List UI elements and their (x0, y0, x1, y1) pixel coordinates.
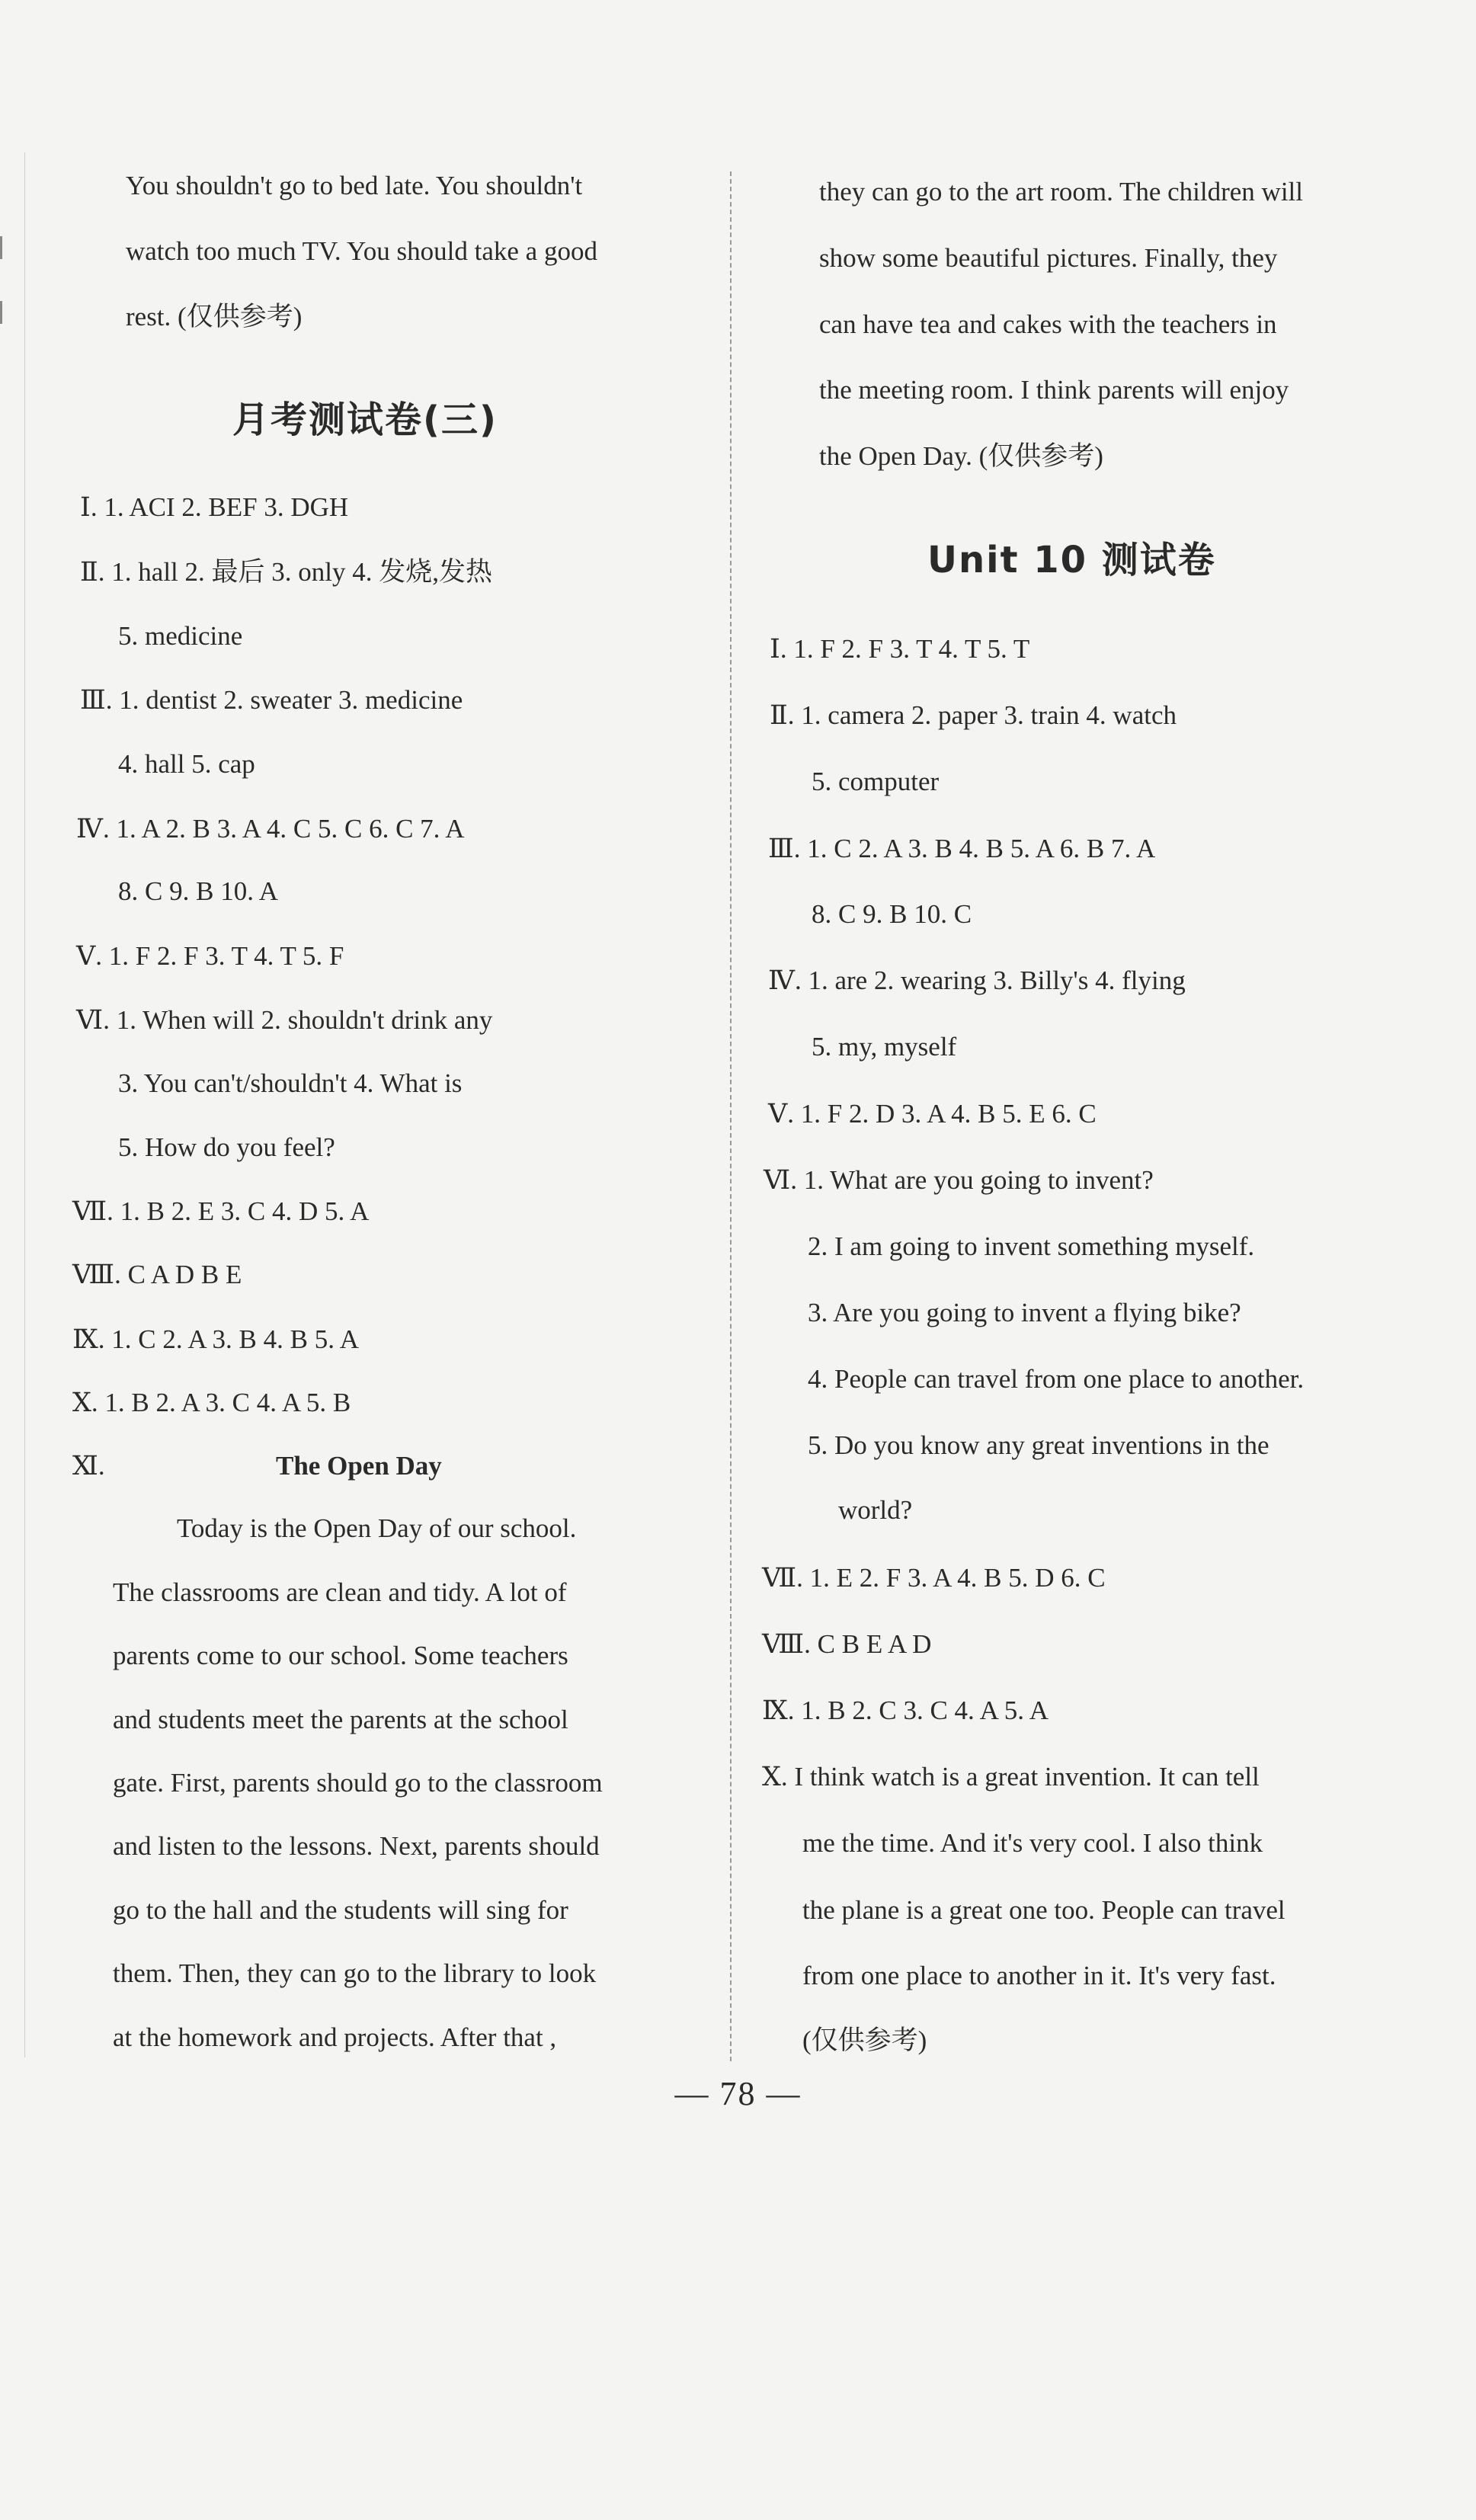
intro-line: watch too much TV. You should take a good (126, 236, 597, 266)
answer-line: Ⅸ. 1. B 2. C 3. C 4. A 5. A (762, 1695, 1049, 1725)
essay-label: Ⅺ. (72, 1451, 105, 1481)
edge-mark (0, 301, 2, 324)
answer-line: 8. C 9. B 10. C (812, 899, 972, 929)
answer-line: Ⅷ. C B E A D (762, 1629, 932, 1659)
answer-line: Ⅷ. C A D B E (72, 1260, 242, 1289)
intro-line: they can go to the art room. The children will (819, 177, 1304, 207)
essay-line: gate. First, parents should go to the classroom (113, 1768, 603, 1798)
answer-line: Ⅳ. 1. are 2. wearing 3. Billy's 4. flying (768, 965, 1186, 995)
answer-line: Ⅲ. 1. C 2. A 3. B 4. B 5. A 6. B 7. A (768, 834, 1156, 863)
answer-line: 5. Do you know any great inventions in the (808, 1430, 1269, 1460)
answer-line: 5. medicine (118, 621, 243, 651)
answer-line: 5. How do you feel? (118, 1132, 335, 1162)
answer-line: Ⅳ. 1. A 2. B 3. A 4. C 5. C 6. C 7. A (76, 814, 465, 844)
intro-line: You shouldn't go to bed late. You shouldn't (126, 171, 583, 200)
answer-line: me the time. And it's very cool. I also think (802, 1828, 1263, 1858)
intro-line: show some beautiful pictures. Finally, they (819, 243, 1278, 273)
margin-rule (24, 152, 25, 2057)
answer-line: world? (838, 1495, 913, 1525)
essay-title: The Open Day (276, 1451, 442, 1481)
answer-line: 2. I am going to invent something myself. (808, 1231, 1255, 1261)
essay-line: The classrooms are clean and tidy. A lot of (113, 1577, 567, 1607)
page-number: — 78 — (674, 2075, 802, 2112)
answer-line: 8. C 9. B 10. A (118, 876, 279, 906)
intro-line: rest. (仅供参考) (126, 302, 303, 331)
intro-line: the Open Day. (仅供参考) (819, 441, 1103, 471)
answer-line: Ⅹ. 1. B 2. A 3. C 4. A 5. B (72, 1388, 351, 1417)
answer-line: Ⅱ. 1. hall 2. 最后 3. only 4. 发烧,发热 (80, 557, 492, 587)
answer-line: Ⅱ. 1. camera 2. paper 3. train 4. watch (770, 700, 1177, 730)
answer-line: Ⅲ. 1. dentist 2. sweater 3. medicine (80, 685, 463, 715)
answer-line: Ⅴ. 1. F 2. D 3. A 4. B 5. E 6. C (768, 1099, 1097, 1129)
section-heading: Unit 10 测试卷 (927, 539, 1216, 581)
essay-line: Today is the Open Day of our school. (177, 1513, 577, 1543)
answer-line: Ⅰ. 1. F 2. F 3. T 4. T 5. T (770, 634, 1030, 664)
answer-line: the plane is a great one too. People can travel (802, 1895, 1285, 1925)
essay-line: at the homework and projects. After that , (113, 2022, 557, 2052)
answer-line: 4. People can travel from one place to another. (808, 1364, 1305, 1394)
essay-line: go to the hall and the students will sing for (113, 1895, 568, 1925)
answer-line: Ⅶ. 1. B 2. E 3. C 4. D 5. A (72, 1196, 370, 1226)
essay-line: and listen to the lessons. Next, parents should (113, 1831, 600, 1861)
essay-line: and students meet the parents at the school (113, 1705, 568, 1734)
column-divider (730, 171, 732, 2061)
intro-line: can have tea and cakes with the teachers in (819, 309, 1277, 339)
answer-line: Ⅶ. 1. E 2. F 3. A 4. B 5. D 6. C (762, 1563, 1106, 1593)
essay-line: them. Then, they can go to the library to look (113, 1958, 597, 1988)
answer-line: Ⅰ. 1. ACI 2. BEF 3. DGH (80, 492, 349, 522)
answer-line: (仅供参考) (802, 2025, 927, 2055)
answer-line: Ⅴ. 1. F 2. F 3. T 4. T 5. F (76, 941, 344, 971)
answer-line: 5. my, myself (812, 1032, 957, 1061)
essay-line: parents come to our school. Some teachers (113, 1641, 568, 1670)
answer-line: Ⅵ. 1. What are you going to invent? (764, 1165, 1154, 1195)
intro-line: the meeting room. I think parents will enjoy (819, 375, 1289, 405)
answer-line: 3. Are you going to invent a flying bike? (808, 1298, 1241, 1327)
answer-line: Ⅹ. I think watch is a great invention. It can tell (762, 1762, 1260, 1792)
edge-mark (0, 236, 2, 259)
answer-line: 4. hall 5. cap (118, 749, 255, 779)
answer-line: 3. You can't/shouldn't 4. What is (118, 1068, 463, 1098)
answer-line: Ⅵ. 1. When will 2. shouldn't drink any (76, 1005, 493, 1035)
answer-line: from one place to another in it. It's very fast. (802, 1961, 1276, 1990)
answer-line: Ⅸ. 1. C 2. A 3. B 4. B 5. A (72, 1324, 360, 1354)
answer-line: 5. computer (812, 767, 940, 796)
section-heading: 月考测试卷(三) (232, 399, 498, 441)
